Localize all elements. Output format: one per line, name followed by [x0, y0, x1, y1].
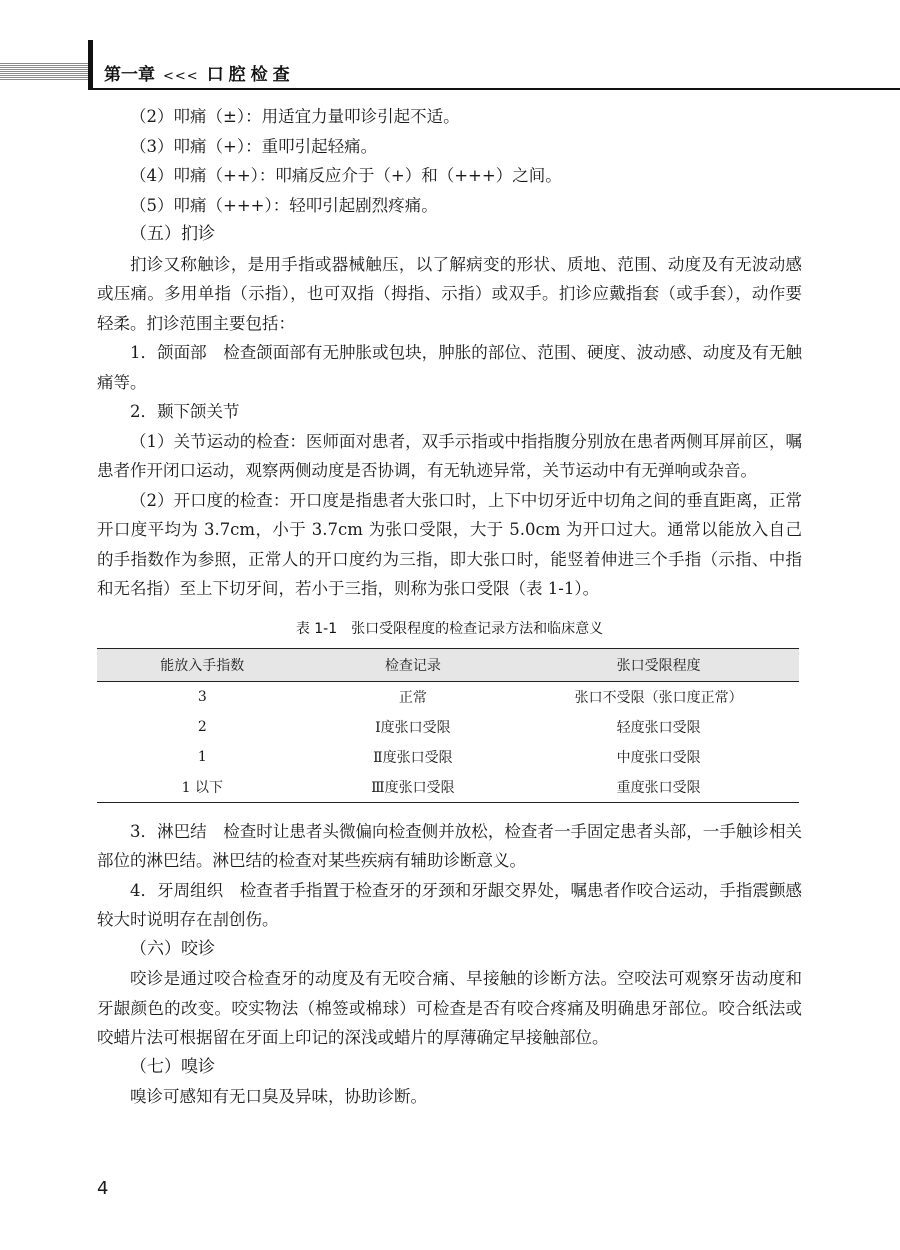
page-body [97, 102, 802, 1112]
percussion-item-3: （3）叩痛（+）：重叩引起轻痛。 [130, 136, 378, 156]
table-cell: 2 [197, 718, 207, 735]
table-cell: 1 [197, 748, 207, 765]
table-header-cell: 张口受限程度 [518, 648, 799, 681]
palpation-item-face: 1．颌面部 检查颌面部有无肿胀或包块，肿胀的部位、范围、硬度、波动感、动度及有无触痛等。 [97, 343, 802, 392]
occlusion-heading: （六）咬诊 [130, 938, 215, 959]
table-header-cell: 能放入手指数 [97, 648, 308, 681]
table-caption: 表 1-1 张口受限程度的检查记录方法和临床意义 [295, 620, 604, 637]
header-arrows-icon: <<< [163, 69, 199, 84]
percussion-item-2: （2）叩痛（±）：用适宜力量叩诊引起不适。 [130, 107, 460, 126]
table-cell: 1 以下 [97, 772, 308, 803]
table-row [97, 712, 799, 742]
table-cell: 张口不受限（张口度正常） [574, 689, 743, 706]
palpation-heading: （五）扪诊 [130, 224, 215, 244]
palpation-item-periodontal: 4．牙周组织 检查者手指置于检查牙的牙颈和牙龈交界处，嘱患者作咬合运动，手指震颤感较大时说明存在㓤创伤。 [97, 880, 802, 929]
table-row [97, 772, 799, 803]
table-row [97, 681, 799, 712]
header-vertical-bar [88, 40, 93, 90]
table-cell: 轻度张口受限 [616, 719, 701, 736]
table-cell: Ⅲ度张口受限 [308, 772, 519, 803]
tmj-mouth-opening: （2）开口度的检查：开口度是指患者大张口时，上下中切牙近中切角之间的垂直距离，正常开口度平均为 3.7cm，小于 3.7cm 为张口受限，大于 5.0cm 为开口过大。通常以能放入自己的手指数作为参照，正常人的开口度约为三指，即大张口时，能竖着伸进三个手指（示指、中指和无名指）至上下切牙间，若小于三指，则称为张口受限（表 1-1）。 [97, 490, 802, 598]
mouth-opening-table [97, 648, 799, 803]
table-row [97, 742, 799, 772]
occlusion-text: 咬诊是通过咬合检查牙的动度及有无咬合痛、早接触的诊断方法。空咬法可观察牙齿动度和牙龈颜色的改变。咬实物法（棉签或棉球）可检查是否有咬合疼痛及明确患牙部位。咬合纸法或咬蜡片法可根据留在牙面上印记的深浅或蜡片的厚薄确定早接触部位。 [97, 969, 802, 1047]
table-cell: 重度张口受限 [518, 772, 799, 803]
percussion-item-4: （4）叩痛（++）：叩痛反应介于（+）和（+++）之间。 [130, 166, 562, 185]
running-header [104, 60, 295, 85]
table-cell: Ⅰ度张口受限 [375, 719, 451, 736]
percussion-item-5: （5）叩痛（+++）：轻叩引起剧烈疼痛。 [130, 195, 438, 215]
table-cell: 3 [197, 688, 207, 705]
table-header-cell: 检查记录 [308, 648, 519, 681]
table-cell: 正常 [398, 689, 427, 706]
table-cell: 中度张口受限 [616, 749, 701, 766]
tmj-joint-movement: （1）关节运动的检查：医师面对患者，双手示指或中指指腹分别放在患者两侧耳屏前区，嘱患者作开闭口运动，观察两侧动度是否协调，有无轨迹异常，关节运动中有无弹响或杂音。 [97, 431, 802, 480]
header-section-title: 口腔检查 [206, 65, 295, 85]
table-header-row [97, 648, 799, 681]
olfaction-text: 嗅诊可感知有无口臭及异味，协助诊断。 [130, 1087, 427, 1106]
palpation-item-tmj: 2．颞下颌关节 [130, 402, 240, 421]
page-number: 4 [97, 1178, 109, 1199]
header-decorative-stripes [0, 62, 88, 80]
header-chapter: 第一章 [104, 65, 155, 85]
table-cell: Ⅱ度张口受限 [373, 749, 453, 766]
olfaction-heading: （七）嗅诊 [130, 1056, 215, 1077]
header-rule [88, 88, 900, 90]
palpation-item-lymph: 3．淋巴结 检查时让患者头微偏向检查侧并放松，检查者一手固定患者头部，一手触诊相关部位的淋巴结。淋巴结的检查对某些疾病有辅助诊断意义。 [97, 821, 802, 870]
palpation-intro: 扪诊又称触诊，是用手指或器械触压，以了解病变的形状、质地、范围、动度及有无波动感或压痛。多用单指（示指），也可双指（拇指、示指）或双手。扪诊应戴指套（或手套），动作要轻柔。扪诊范围主要包括： [97, 254, 802, 333]
